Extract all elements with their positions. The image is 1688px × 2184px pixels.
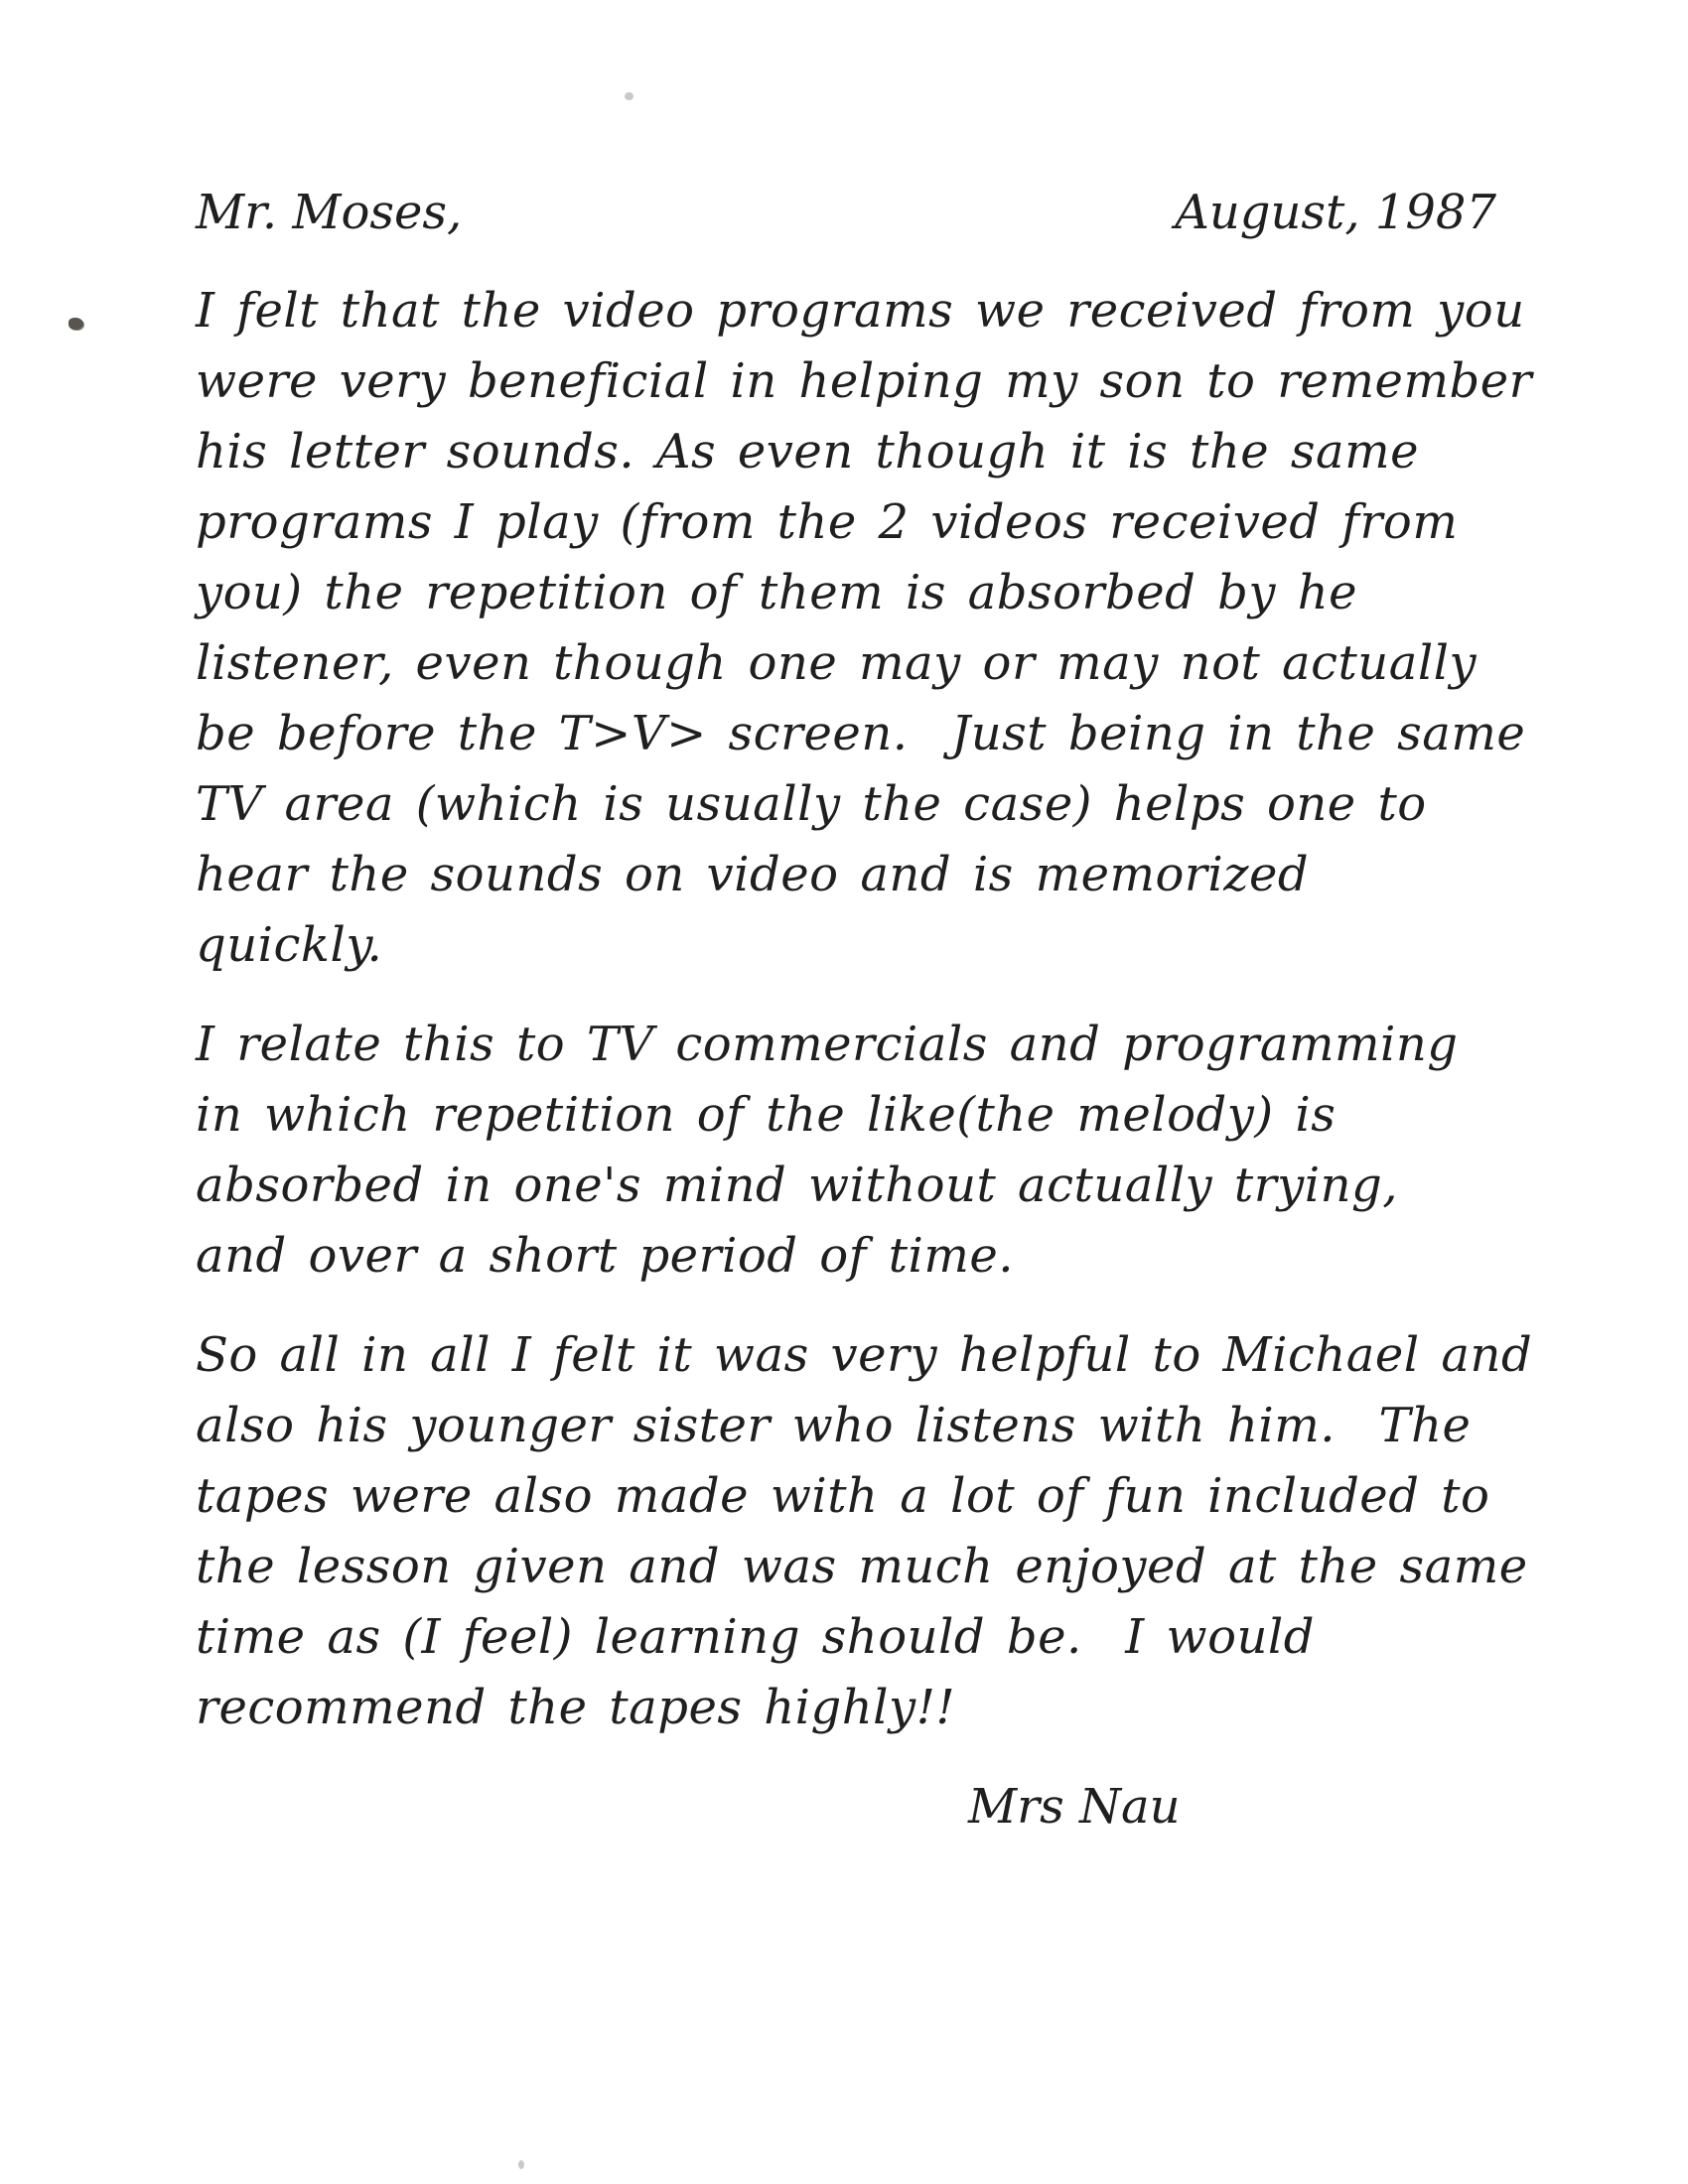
paragraph-line: be before the T>V> screen. Just being in the same [196, 706, 1526, 761]
paragraph-3 [196, 1320, 1533, 1743]
paragraph-line: I felt that the video programs we received from you [196, 283, 1525, 339]
paragraph-line: TV area (which is usually the case) helps one to [196, 776, 1427, 832]
scan-speck-top [625, 92, 633, 100]
date: August, 1987 [1175, 185, 1496, 240]
paragraph-1 [196, 276, 1533, 981]
paragraph-line: absorbed in one's mind without actually trying, [196, 1158, 1399, 1213]
paragraph-line: time as (I feel) learning should be. I would [196, 1609, 1315, 1665]
paragraph-line: you) the repetition of them is absorbed by he [196, 565, 1358, 620]
signature: Mrs Nau [968, 1779, 1181, 1835]
paragraph-line: tapes were also made with a lot of fun included to [196, 1468, 1490, 1524]
paragraph-line: So all in all I felt it was very helpful to Michael and [196, 1327, 1533, 1383]
paragraph-line: his letter sounds. As even though it is the same [196, 424, 1420, 479]
paragraph-line: quickly. [196, 917, 383, 973]
letter-header [196, 177, 1496, 248]
paragraph-line: also his younger sister who listens with him. The [196, 1398, 1472, 1453]
paragraph-line: I relate this to TV commercials and programming [196, 1017, 1459, 1072]
paragraph-line: were very beneficial in helping my son to remember [196, 353, 1533, 409]
paragraph-line: recommend the tapes highly!! [196, 1680, 956, 1735]
paragraph-line: in which repetition of the like(the melody) is [196, 1087, 1336, 1143]
paragraph-line: the lesson given and was much enjoyed at the same [196, 1539, 1528, 1594]
paragraph-line: programs I play (from the 2 videos received from [196, 494, 1459, 550]
paragraph-line: listener, even though one may or may not actually [196, 635, 1477, 691]
letter-page [196, 177, 1533, 1843]
scan-speck-left [69, 318, 83, 330]
scan-speck-bottom [518, 2160, 524, 2169]
greeting: Mr. Moses, [196, 185, 463, 240]
paragraph-2 [196, 1010, 1496, 1292]
paragraph-line: and over a short period of time. [196, 1228, 1015, 1284]
paragraph-line: hear the sounds on video and is memorized [196, 847, 1310, 902]
